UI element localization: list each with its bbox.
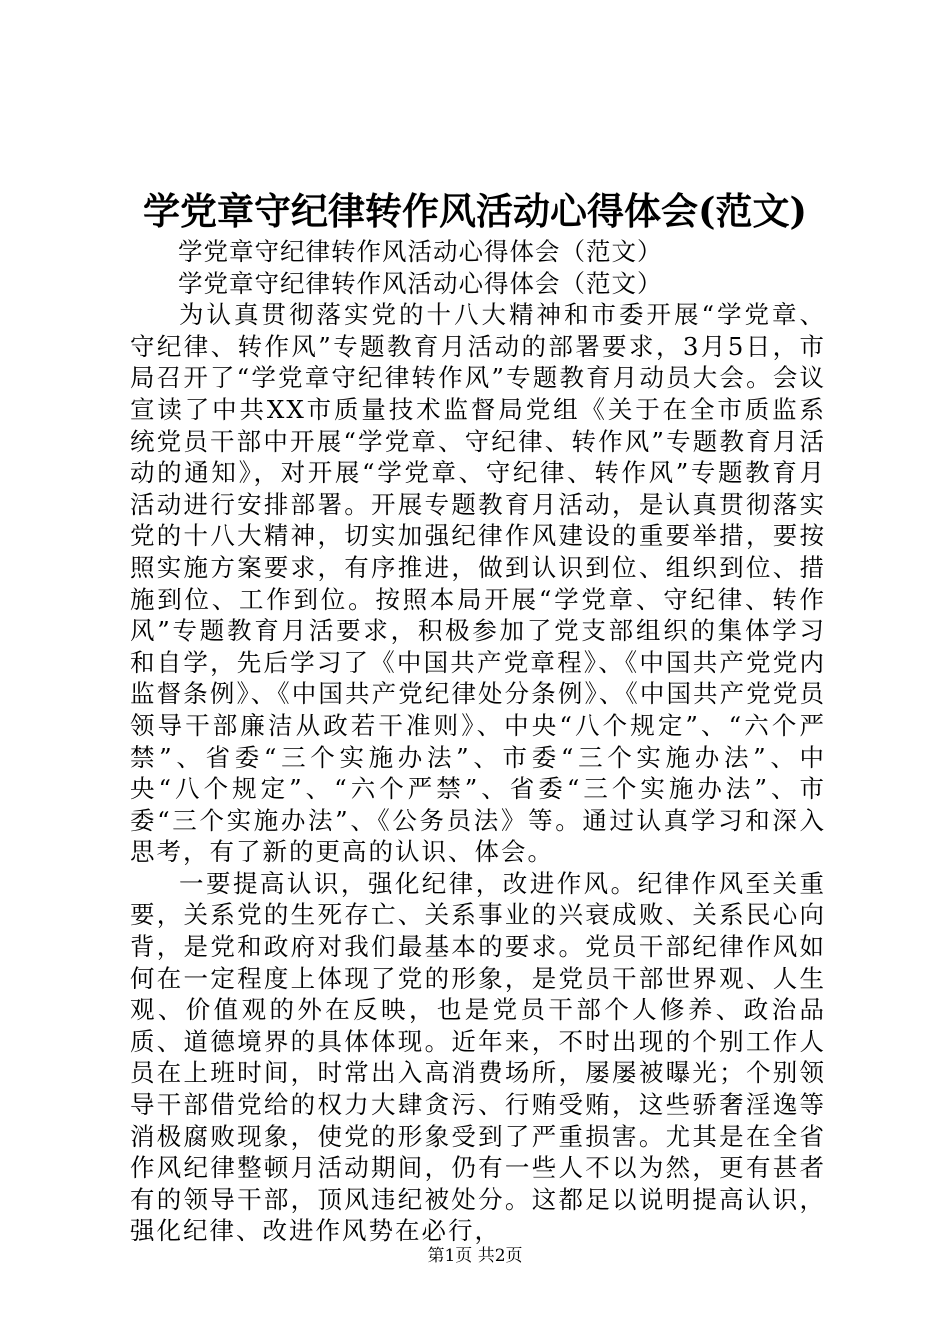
body-paragraph-1: 为认真贯彻落实党的十八大精神和市委开展“学党章、守纪律、转作风”专题教育月活动的部署要求，3月5日，市局召开了“学党章守纪律转作风”专题教育月动员大会。会议宣读了中共XX市质量技术监督局党组《关于在全市质监系统党员干部中开展“学党章、守纪律、转作风”专题教育月活动的通知》，对开展“学党章、守纪律、转作风”专题教育月活动进行安排部署。开展专题教育月活动，是认真贯彻落实党的十八大精神，切实加强纪律作风建设的重要举措，要按照实施方案要求，有序推进，做到认识到位、组织到位、措施到位、工作到位。按照本局开展“学党章、守纪律、转作风”专题教育月活要求，积极参加了党支部组织的集体学习和自学，先后学习了《中国共产党章程》、《中国共产党党内监督条例》、《中国共产党纪律处分条例》、《中国共产党党员领导干部廉洁从政若干准则》、中央“八个规定”、“六个严禁”、省委“三个实施办法”、市委“三个实施办法”、中央“八个规定”、“六个严禁”、省委“三个实施办法”、市委“三个实施办法”、《公务员法》等。通过认真学习和深入思考，有了新的更高的认识、体会。	[130, 300, 826, 867]
document-body	[130, 236, 826, 1247]
subtitle-line-1: 学党章守纪律转作风活动心得体会（范文）	[178, 237, 663, 266]
subtitle-line-2: 学党章守纪律转作风活动心得体会（范文）	[178, 268, 663, 298]
body-paragraph-2: 一要提高认识，强化纪律，改进作风。纪律作风至关重要，关系党的生死存亡、关系事业的兴衰成败、关系民心向背，是党和政府对我们最基本的要求。党员干部纪律作风如何在一定程度上体现了党的形象，是党员干部世界观、人生观、价值观的外在反映，也是党员干部个人修养、政治品质、道德境界的具体体现。近年来，不时出现的个别工作人员在上班时间，时常出入高消费场所，屡屡被曝光；个别领导干部借党给的权力大肆贪污、行贿受贿，这些骄奢淫逸等消极腐败现象，使党的形象受到了严重损害。尤其是在全省作风纪律整顿月活动期间，仍有一些人不以为然，更有甚者有的领导干部，顶风违纪被处分。这都足以说明提高认识，强化纪律、改进作风势在必行，	[130, 868, 826, 1246]
page-footer: 第1页 共2页	[427, 1246, 523, 1266]
document-title: 学党章守纪律转作风活动心得体会(范文)	[142, 189, 807, 233]
